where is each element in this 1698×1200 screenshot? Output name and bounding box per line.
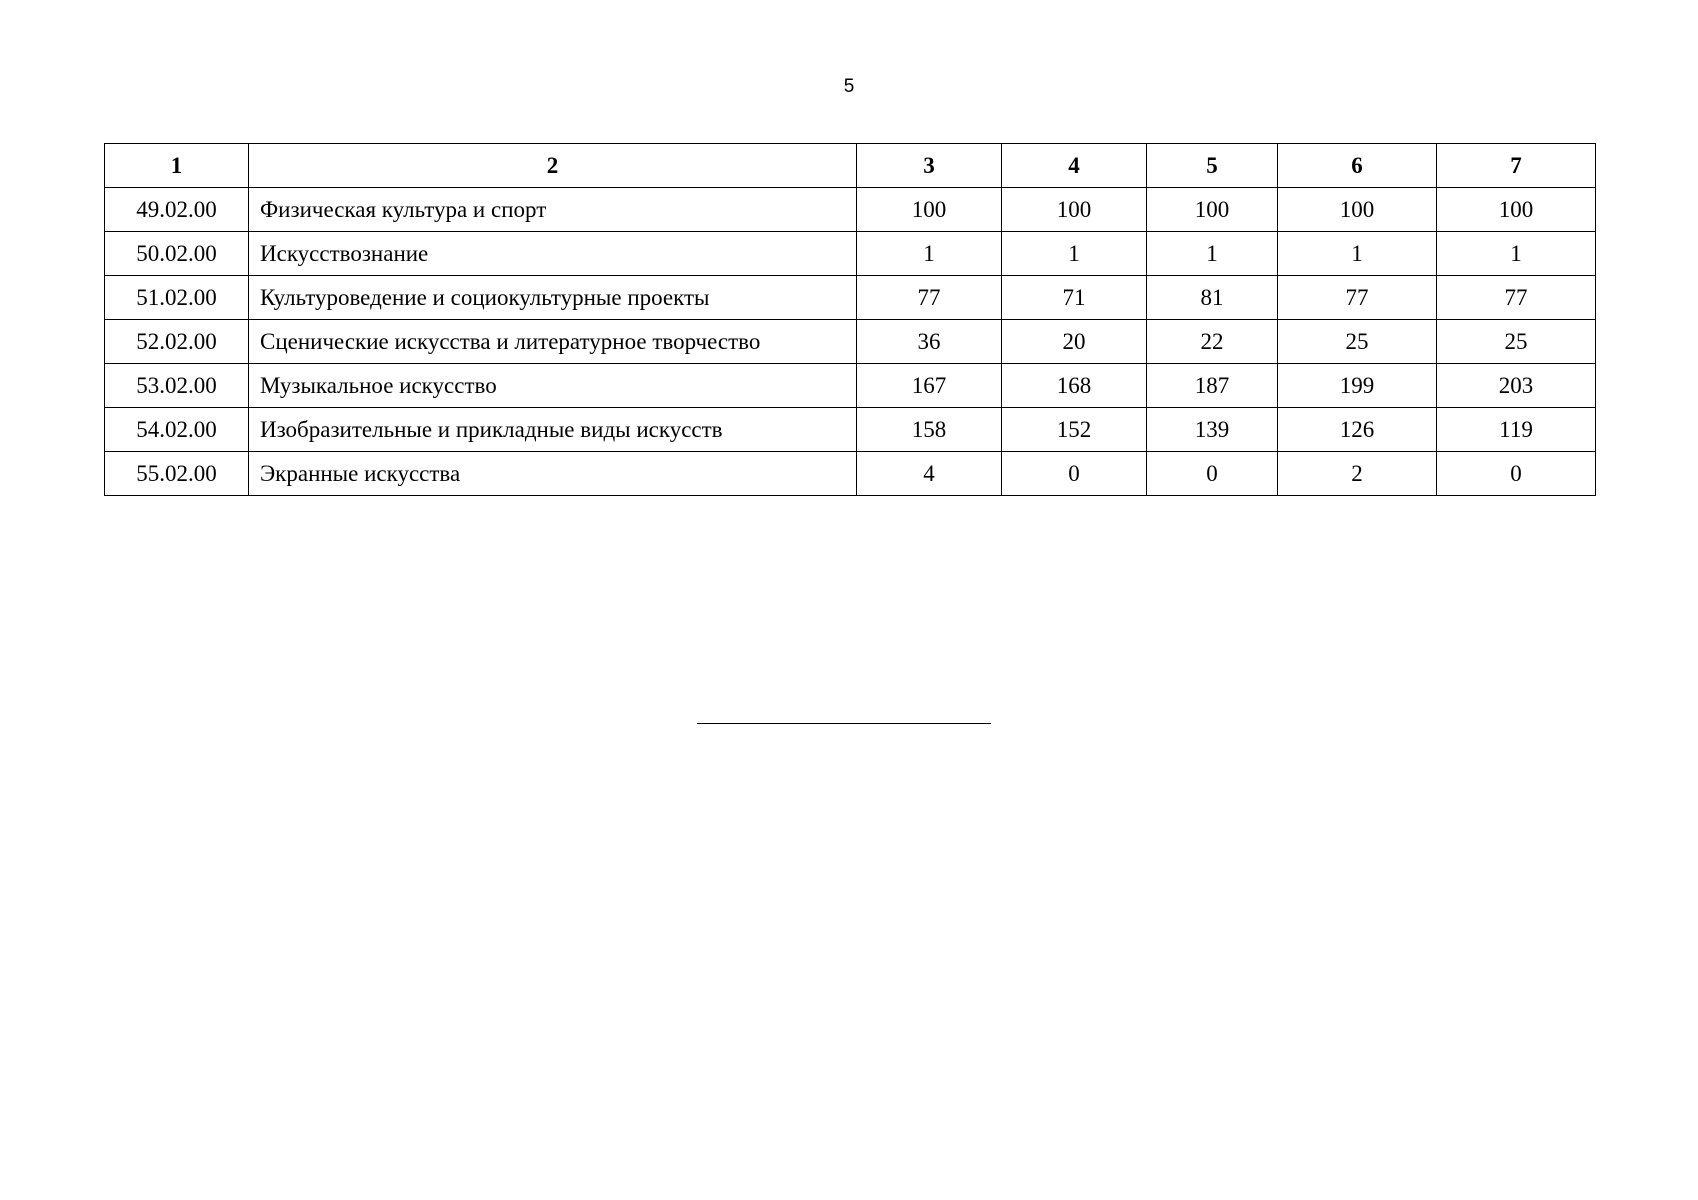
column-header-6: 6 (1278, 144, 1437, 188)
code-cell: 53.02.00 (105, 364, 249, 408)
code-cell: 49.02.00 (105, 188, 249, 232)
value-cell: 126 (1278, 408, 1437, 452)
value-cell: 139 (1147, 408, 1278, 452)
code-cell: 51.02.00 (105, 276, 249, 320)
value-cell: 25 (1437, 320, 1596, 364)
name-cell: Культуроведение и социокультурные проекты (249, 276, 857, 320)
name-cell: Искусствознание (249, 232, 857, 276)
value-cell: 203 (1437, 364, 1596, 408)
data-table (104, 143, 1596, 496)
code-cell: 55.02.00 (105, 452, 249, 496)
code-cell: 50.02.00 (105, 232, 249, 276)
table-row (105, 364, 1596, 408)
column-header-7: 7 (1437, 144, 1596, 188)
name-cell: Изобразительные и прикладные виды искусств (249, 408, 857, 452)
column-header-2: 2 (249, 144, 857, 188)
value-cell: 36 (857, 320, 1002, 364)
column-header-4: 4 (1002, 144, 1147, 188)
value-cell: 100 (1147, 188, 1278, 232)
code-cell: 54.02.00 (105, 408, 249, 452)
code-cell: 52.02.00 (105, 320, 249, 364)
value-cell: 22 (1147, 320, 1278, 364)
table-row (105, 188, 1596, 232)
value-cell: 1 (1002, 232, 1147, 276)
name-cell: Музыкальное искусство (249, 364, 857, 408)
column-header-1: 1 (105, 144, 249, 188)
value-cell: 152 (1002, 408, 1147, 452)
name-cell: Экранные искусства (249, 452, 857, 496)
value-cell: 187 (1147, 364, 1278, 408)
end-rule-divider (697, 723, 991, 724)
value-cell: 25 (1278, 320, 1437, 364)
name-cell: Сценические искусства и литературное творчество (249, 320, 857, 364)
table-row (105, 276, 1596, 320)
value-cell: 81 (1147, 276, 1278, 320)
value-cell: 0 (1002, 452, 1147, 496)
value-cell: 168 (1002, 364, 1147, 408)
value-cell: 0 (1437, 452, 1596, 496)
table-row (105, 232, 1596, 276)
value-cell: 0 (1147, 452, 1278, 496)
value-cell: 2 (1278, 452, 1437, 496)
value-cell: 119 (1437, 408, 1596, 452)
name-cell: Физическая культура и спорт (249, 188, 857, 232)
value-cell: 20 (1002, 320, 1147, 364)
value-cell: 199 (1278, 364, 1437, 408)
value-cell: 1 (1147, 232, 1278, 276)
value-cell: 100 (857, 188, 1002, 232)
value-cell: 1 (857, 232, 1002, 276)
value-cell: 158 (857, 408, 1002, 452)
column-header-3: 3 (857, 144, 1002, 188)
table-row (105, 452, 1596, 496)
table-row (105, 320, 1596, 364)
column-header-5: 5 (1147, 144, 1278, 188)
value-cell: 100 (1437, 188, 1596, 232)
value-cell: 77 (857, 276, 1002, 320)
value-cell: 1 (1437, 232, 1596, 276)
table-body (105, 188, 1596, 496)
header-row (105, 144, 1596, 188)
page-number: 5 (843, 76, 855, 97)
table-header (105, 144, 1596, 188)
value-cell: 100 (1002, 188, 1147, 232)
value-cell: 4 (857, 452, 1002, 496)
value-cell: 77 (1437, 276, 1596, 320)
value-cell: 1 (1278, 232, 1437, 276)
value-cell: 77 (1278, 276, 1437, 320)
value-cell: 100 (1278, 188, 1437, 232)
table-row (105, 408, 1596, 452)
value-cell: 71 (1002, 276, 1147, 320)
value-cell: 167 (857, 364, 1002, 408)
